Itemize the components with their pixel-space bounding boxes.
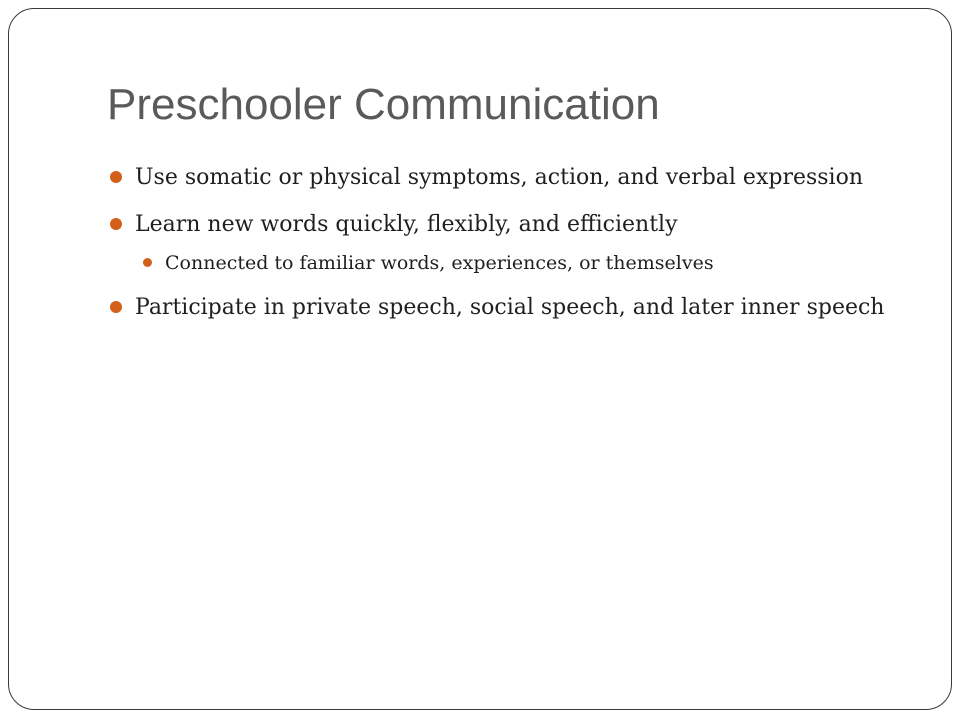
sub-bullet-item [107,248,897,278]
bullet-dot-icon [110,218,122,230]
bullet-item [107,290,897,325]
bullet-dot-icon [110,301,122,313]
bullet-item [107,160,897,195]
bullet-item [107,207,897,242]
bullet-text: Learn new words quickly, flexibly, and efficiently [135,212,678,237]
sub-bullet-dot-icon [143,258,152,267]
bullet-text: Participate in private speech, social speech, and later inner speech [135,295,885,320]
bullet-text: Use somatic or physical symptoms, action, and verbal expression [135,165,864,190]
bullet-list [107,160,897,337]
sub-bullet-text: Connected to familiar words, experiences, or themselves [165,252,714,274]
slide-title: Preschooler Communication [107,80,660,129]
bullet-dot-icon [110,171,122,183]
